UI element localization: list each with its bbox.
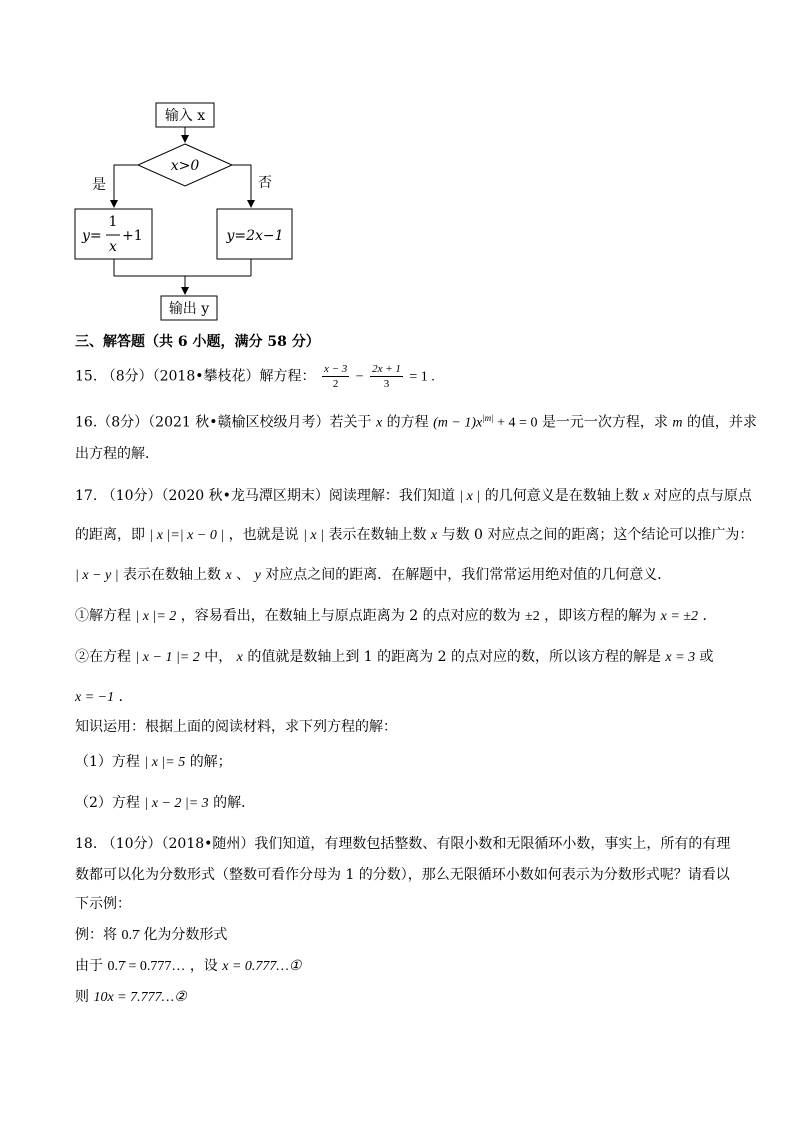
q16-exp: |m|: [482, 413, 494, 423]
q17-l1-x: x: [643, 489, 650, 504]
q17-l4-d: ．: [702, 608, 717, 624]
yes-label: 是: [92, 177, 106, 193]
q17-l9-a: （2）方程: [75, 795, 140, 811]
q17-l1-abs: | x |: [459, 489, 481, 504]
q17-l1-a: 17. （10分）（2020 秋•龙马潭区期末）阅读理解：我们知道: [75, 488, 455, 504]
question-17-line-9: [75, 793, 255, 814]
q16-text-a: 16.（8分）（2021 秋•赣榆区校级月考）若关于: [75, 414, 372, 431]
q18-l6-a: 则: [75, 989, 89, 1005]
q17-l8-a: （1）方程: [75, 754, 140, 770]
question-16-line-2: 出方程的解．: [75, 446, 159, 462]
q18-l5-b: ，设: [189, 958, 218, 974]
q16-text-c: 是一元一次方程，求: [541, 414, 668, 431]
question-17-line-6: [75, 687, 133, 708]
q15-minus: −: [355, 369, 364, 385]
q16-text-b: 的方程: [386, 414, 429, 431]
section-title: 三、解答题（共 6 小题，满分 58 分）: [75, 334, 320, 350]
left-box-den: x: [109, 239, 117, 255]
q17-l5-x: x: [236, 650, 243, 665]
q18-l5-eq2: x = 0.777…①: [222, 959, 302, 974]
q17-l9-b: 的解．: [213, 795, 256, 811]
q15-frac2: [370, 362, 403, 391]
no-label: 否: [258, 175, 272, 191]
q17-l4-a: ①解方程: [75, 608, 131, 624]
q15-suffix: = 1 .: [409, 369, 435, 385]
condition-label: x>0: [170, 158, 200, 174]
q17-l2-d: 与数 0 对应点之间的距离；这个结论可以推广为：: [441, 527, 754, 543]
question-15: [75, 362, 435, 391]
q16-eq2: + 4 = 0: [493, 415, 538, 431]
question-16-line-1: [75, 408, 757, 434]
right-box-label: y=2x−1: [226, 228, 284, 244]
question-18-line-5: [75, 956, 301, 977]
q18-l4-num: 0.7̇: [121, 928, 139, 943]
q17-l6-end: ．: [118, 689, 133, 705]
q17-l2-x: x: [430, 528, 438, 543]
q17-l5-d: 或: [699, 649, 714, 665]
question-17-line-8: [75, 752, 232, 773]
q17-l3-b: 、: [236, 567, 251, 583]
q15-frac1-den: 2: [332, 378, 339, 390]
q17-l2-abs: | x |: [303, 528, 324, 543]
arrow-no: [232, 165, 251, 207]
q17-l6-sol: x = −1: [75, 690, 115, 705]
q15-frac1-num: x − 3: [323, 363, 348, 375]
left-box-y: y=: [82, 228, 102, 244]
q17-l5-c: 的值就是数轴上到 1 的距离为 2 的点对应的数，所以该方程的解是: [247, 649, 661, 665]
question-18-line-6: [75, 987, 187, 1008]
question-17-line-4: [75, 606, 716, 627]
q17-l1-b: 的几何意义是在数轴上数: [484, 488, 639, 504]
q17-l2-b: ，也就是说: [228, 527, 299, 543]
q15-frac1: [322, 362, 349, 391]
q17-l4-b: ，容易看出，在数轴上与原点距离为 2 的点对应的数为: [180, 608, 521, 624]
question-18-line-3: 下示例：: [75, 896, 131, 912]
q17-l3-c: 对应点之间的距离．在解题中，我们常常运用绝对值的几何意义．: [265, 567, 672, 583]
question-17-line-1: [75, 486, 752, 507]
q17-l8-b: 的解；: [189, 754, 232, 770]
q17-l5-b: 中，: [204, 649, 233, 665]
q18-l5-a: 由于: [75, 958, 103, 974]
q18-l5-eq: 0.7̇ = 0.777…: [107, 959, 186, 974]
question-17-line-7: 知识运用：根据上面的阅读材料，求下列方程的解：: [75, 719, 397, 735]
q16-text-d: 的值，并求: [686, 414, 757, 431]
q18-l6-eq: 10x = 7.777…②: [93, 990, 187, 1005]
question-17-line-5: [75, 647, 714, 668]
input-label: 输入 x: [164, 108, 206, 124]
q17-l3-abs: | x − y |: [75, 568, 119, 583]
q17-l4-sol: x = ±2: [660, 609, 698, 624]
q17-l5-sol: x = 3: [665, 650, 696, 665]
q17-l9-eq: | x − 2 |= 3: [144, 796, 209, 811]
q17-l8-eq: | x |= 5: [144, 755, 186, 770]
q17-l2-c: 表示在数轴上数: [328, 527, 427, 543]
q17-l4-pm: ±2: [525, 609, 540, 624]
arrow-yes: [114, 165, 138, 207]
question-18-line-4: [75, 925, 227, 946]
question-18-line-2: 数都可以化为分数形式（整数可看作分母为 1 的分数），那么无限循环小数如何表示为分数形式呢？请看以: [75, 867, 730, 883]
left-box-tail: +1: [122, 228, 143, 244]
flowchart-svg: [60, 95, 320, 325]
left-box-num: 1: [108, 214, 118, 230]
output-label: 输出 y: [168, 301, 210, 317]
q15-prefix: 15. （8分）（2018•攀枝花）解方程：: [75, 368, 316, 385]
question-17-line-3: [75, 565, 671, 586]
q18-l4-a: 例：将: [75, 927, 117, 943]
q17-l2-eq: | x |=| x − 0 |: [149, 528, 225, 543]
q17-l4-c: ，即该方程的解为: [544, 608, 657, 624]
q17-l1-c: 对应的点与原点: [653, 488, 752, 504]
q17-l3-y: y: [254, 568, 261, 583]
q15-frac2-num: 2x + 1: [372, 363, 401, 375]
q17-l4-eq: | x |= 2: [135, 609, 177, 624]
q17-l3-x: x: [225, 568, 232, 583]
flowchart: [60, 95, 320, 325]
q17-l3-a: 表示在数轴上数: [123, 567, 222, 583]
q17-l5-a: ②在方程: [75, 649, 131, 665]
q17-l5-eq: | x − 1 |= 2: [135, 650, 200, 665]
q17-l2-a: 的距离，即: [75, 527, 145, 543]
q16-eq: (m − 1)x: [433, 415, 483, 431]
q16-var-m: m: [672, 415, 683, 431]
q18-l4-b: 化为分数形式: [143, 927, 228, 943]
question-18-line-1: 18. （10分）（2018•随州）我们知道，有理数包括整数、有限小数和无限循环小数，事实上，所有的有理: [75, 836, 731, 852]
q15-frac2-den: 3: [383, 378, 390, 390]
question-17-line-2: [75, 525, 753, 546]
q16-var-x: x: [375, 415, 383, 431]
